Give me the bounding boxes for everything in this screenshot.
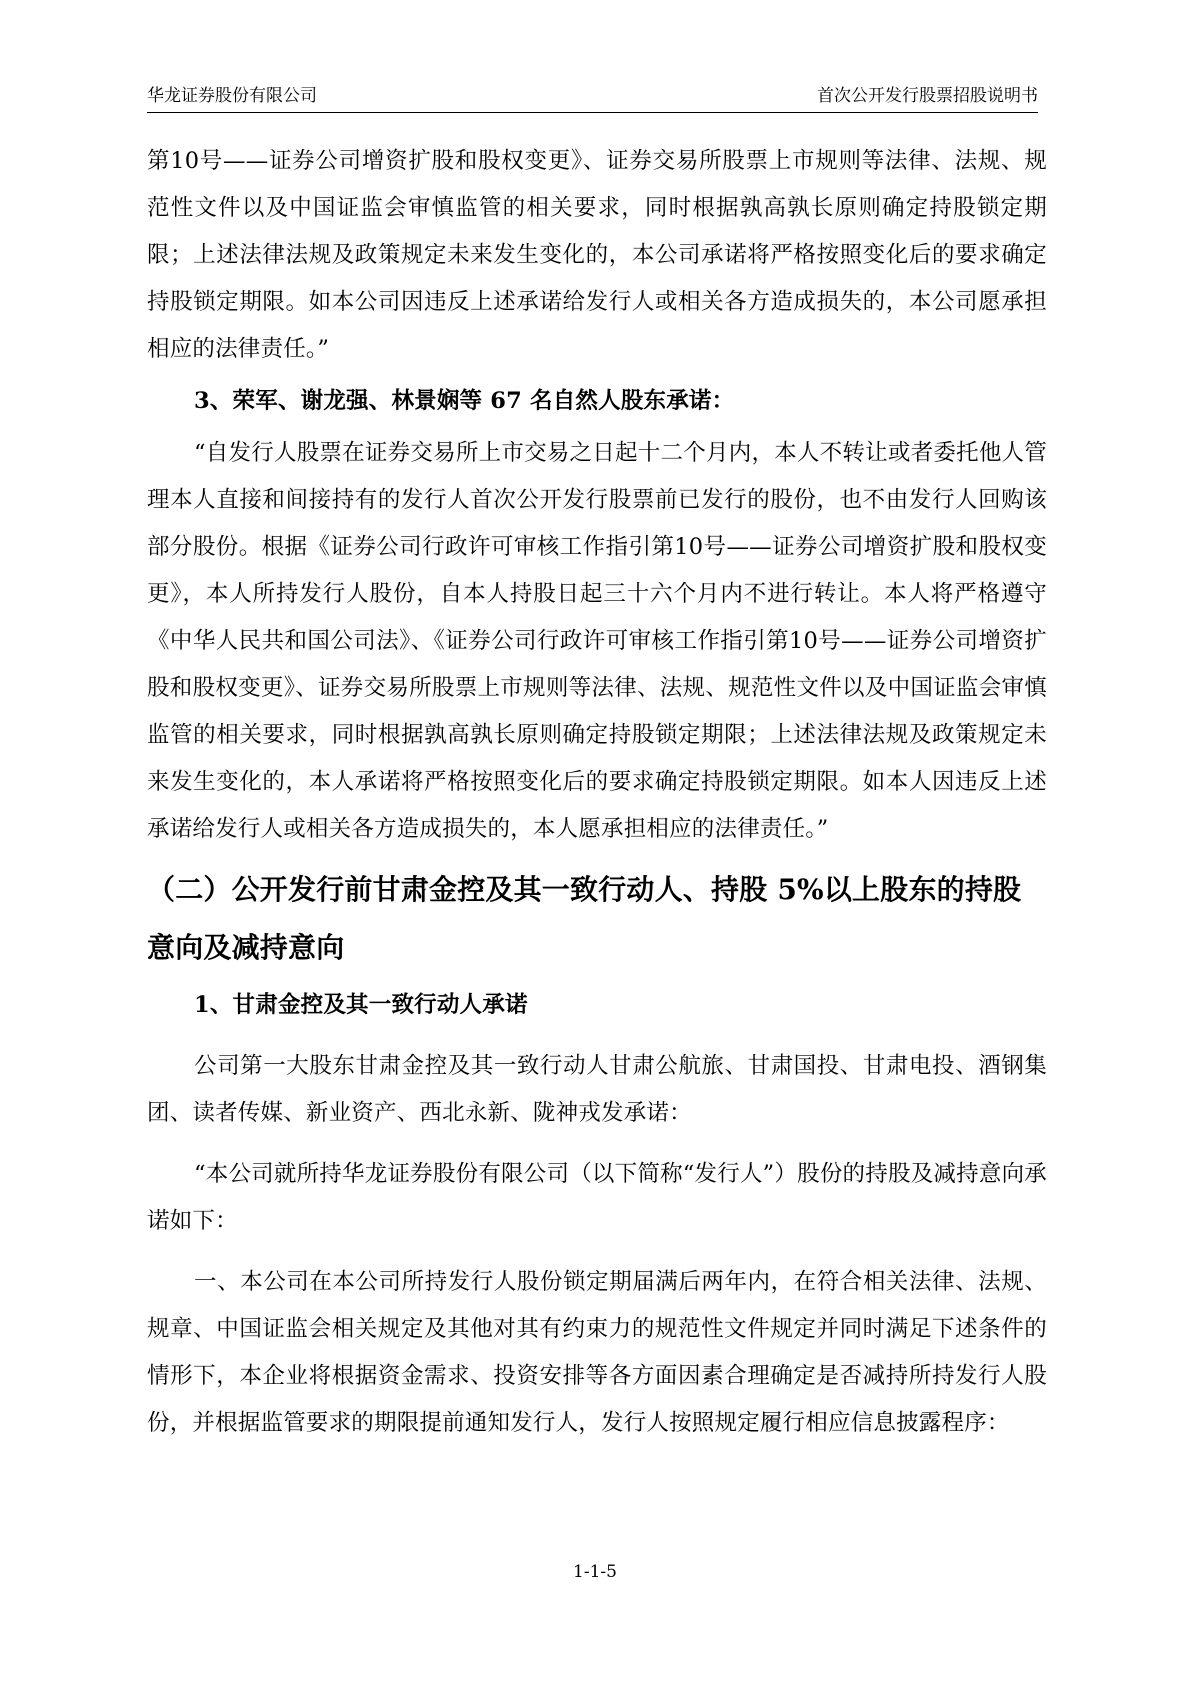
paragraph-item-one: 一、本公司在本公司所持发行人股份锁定期届满后两年内，在符合相关法律、法规、规章、中国证监会相关规定及其他对其有约束力的规范性文件规定并同时满足下述条件的情形下，本企业将根据资金需求、投资安排等各方面因素合理确定是否减持所持发行人股份，并根据监管要求的期限提前通知发行人，发行人按照规定履行相应信息披露程序： xyxy=(147,1269,1047,1436)
section-heading-1: 1、甘肃金控及其一致行动人承诺 xyxy=(194,992,528,1018)
header-doc-title: 首次公开发行股票招股说明书 xyxy=(817,86,1038,106)
section-heading-3: 3、荣军、谢龙强、林景娴等 67 名自然人股东承诺： xyxy=(194,388,735,414)
page-body xyxy=(147,138,1047,1447)
paragraph-continuation: 第10号——证券公司增资扩股和股权变更》、证券交易所股票上市规则等法律、法规、规范性文件以及中国证监会审慎监管的相关要求，同时根据孰高孰长原则确定持股锁定期限；上述法律法规及政策规定未来发生变化的，本公司承诺将严格按照变化后的要求确定持股锁定期限。如本公司因违反上述承诺给发行人或相关各方造成损失的，本公司愿承担相应的法律责任。” xyxy=(147,148,1047,362)
section-heading-2: （二）公开发行前甘肃金控及其一致行动人、持股 5%以上股东的持股意向及减持意向 xyxy=(147,873,1022,964)
paragraph-shareholder-commitment: “自发行人股票在证券交易所上市交易之日起十二个月内，本人不转让或者委托他人管理本人直接和间接持有的发行人首次公开发行股票前已发行的股份，也不由发行人回购该部分股份。根据《证券公司行政许可审核工作指引第10号——证券公司增资扩股和股权变更》，本人所持发行人股份，自本人持股日起三十六个月内不进行转让。本人将严格遵守《中华人民共和国公司法》、《证券公司行政许可审核工作指引第10号——证券公司增资扩股和股权变更》、证券交易所股票上市规则等法律、法规、规范性文件以及中国证监会审慎监管的相关要求，同时根据孰高孰长原则确定持股锁定期限；上述法律法规及政策规定未来发生变化的，本人承诺将严格按照变化后的要求确定持股锁定期限。如本人因违反上述承诺给发行人或相关各方造成损失的，本人愿承担相应的法律责任。” xyxy=(147,440,1047,842)
paragraph-major-shareholders: 公司第一大股东甘肃金控及其一致行动人甘肃公航旅、甘肃国投、甘肃电投、酒钢集团、读者传媒、新业资产、西北永新、陇神戎发承诺： xyxy=(147,1053,1047,1126)
page-header xyxy=(147,86,1038,113)
paragraph-intent-intro: “本公司就所持华龙证券股份有限公司（以下简称“发行人”）股份的持股及减持意向承诺如下： xyxy=(147,1161,1047,1234)
header-company: 华龙证券股份有限公司 xyxy=(147,86,317,106)
page-number: 1-1-5 xyxy=(573,1562,617,1582)
